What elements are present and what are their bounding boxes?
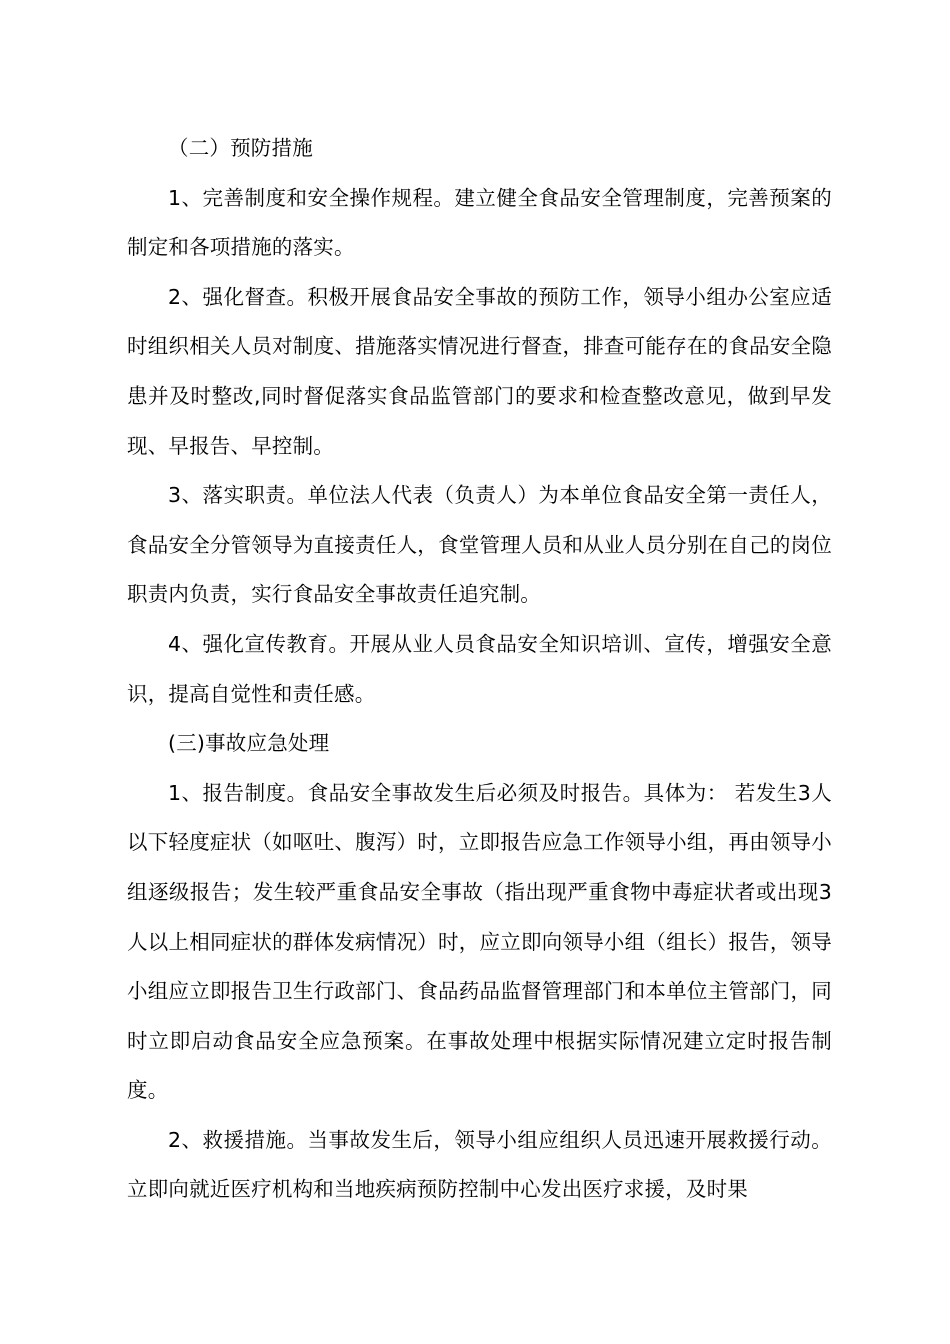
paragraph-supervision: 2、强化督查。积极开展食品安全事故的预防工作，领导小组办公室应适时组织相关人员对制度、措施落实情况进行督查，排查可能存在的食品安全隐患并及时整改,同时督促落实食品监管部门的要求和检查整改意见，做到早发现、早报告、早控制。	[127, 284, 832, 458]
section-heading-prevention: （二）预防措施	[168, 136, 313, 160]
paragraph-rescue: 2、救援措施。当事故发生后，领导小组应组织人员迅速开展救援行动。立即向就近医疗机构和当地疾病预防控制中心发出医疗求援，及时果	[127, 1127, 832, 1202]
paragraph-education: 4、强化宣传教育。开展从业人员食品安全知识培训、宣传，增强安全意识，提高自觉性和责任感。	[127, 631, 832, 706]
document-body	[127, 124, 832, 1215]
paragraph-system-rules: 1、完善制度和安全操作规程。建立健全食品安全管理制度，完善预案的制定和各项措施的落实。	[127, 185, 832, 260]
paragraph-responsibilities: 3、落实职责。单位法人代表（负责人）为本单位食品安全第一责任人，食品安全分管领导为直接责任人，食堂管理人员和从业人员分别在自己的岗位职责内负责，实行食品安全事故责任追究制。	[127, 483, 832, 607]
section-heading-emergency: (三)事故应急处理	[168, 731, 330, 756]
paragraph-reporting: 1、报告制度。食品安全事故发生后必须及时报告。具体为： 若发生3人以下轻度症状（如呕吐、腹泻）时，立即报告应急工作领导小组，再由领导小组逐级报告；发生较严重食品安全事故（指出现严重食物中毒症状者或出现3人以上相同症状的群体发病情况）时，应立即向领导小组（组长）报告，领导小组应立即报告卫生行政部门、食品药品监督管理部门和本单位主管部门，同时立即启动食品安全应急预案。在事故处理中根据实际情况建立定时报告制度。	[127, 780, 832, 1103]
